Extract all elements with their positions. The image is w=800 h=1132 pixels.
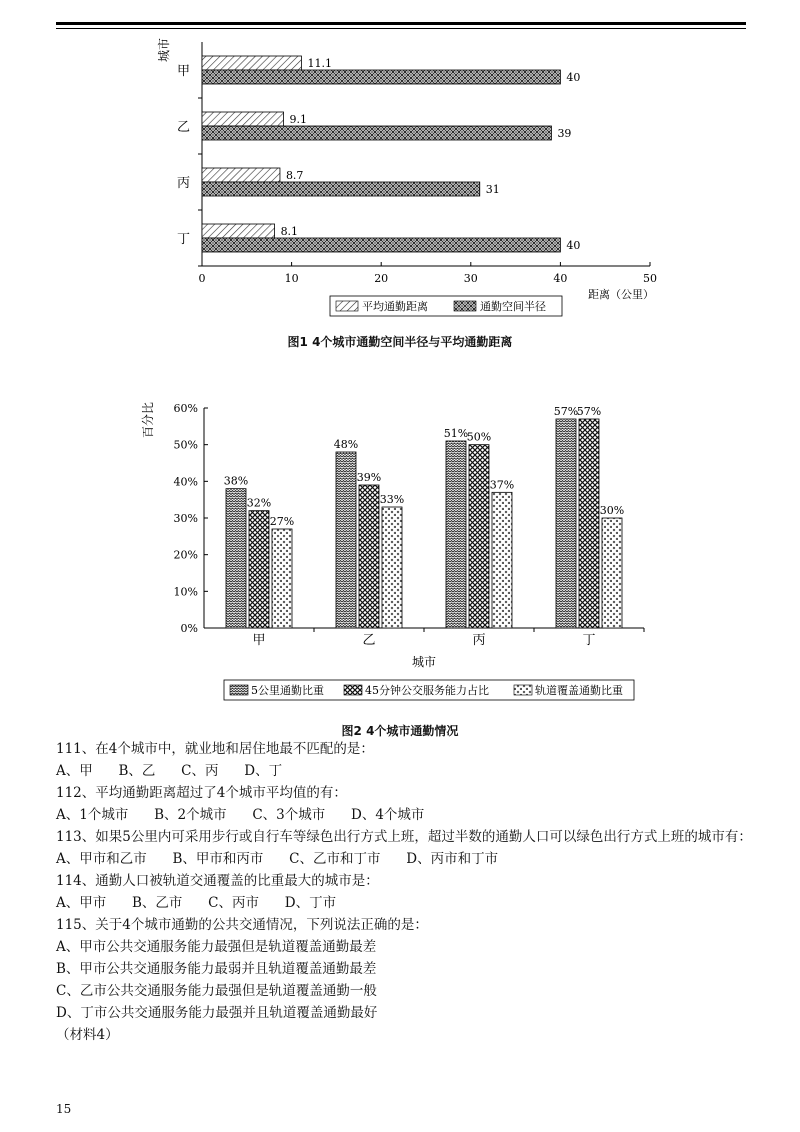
fig2-category-label: 甲	[252, 633, 266, 648]
fig2-data-label: 30%	[599, 504, 625, 517]
fig2-bar	[556, 419, 576, 628]
fig2-category-label: 丁	[582, 633, 596, 648]
question-115: 115、关于4个城市通勤的公共交通情况，下列说法正确的是：	[56, 917, 428, 933]
fig1-y-axis-label: 城市	[157, 37, 171, 63]
fig1-legend-label: 平均通勤距离	[362, 300, 428, 313]
material-note: （材料4）	[56, 1027, 119, 1043]
fig1-data-label: 8.7	[285, 169, 304, 182]
page-number: 15	[56, 1102, 72, 1116]
fig2-data-label: 39%	[356, 471, 382, 484]
fig2-y-tick-label: 40%	[173, 475, 198, 489]
fig2-bar	[336, 452, 356, 628]
fig2-data-label: 57%	[553, 405, 579, 418]
fig1-x-tick-label: 50	[643, 272, 657, 285]
fig2-y-tick-label: 30%	[173, 512, 198, 525]
fig2-bar	[446, 441, 466, 628]
fig2-y-tick-label: 50%	[173, 438, 198, 452]
figure1-caption: 图1 4个城市通勤空间半径与平均通勤距离	[287, 335, 513, 349]
fig1-x-tick-label: 40	[553, 272, 568, 285]
fig2-data-label: 57%	[576, 405, 602, 418]
fig1-category-label: 乙	[176, 120, 190, 135]
fig1-bar	[202, 112, 284, 126]
fig1-legend-swatch	[454, 301, 476, 311]
question-112-options: A、1个城市 B、2个城市 C、3个城市 D、4个城市	[56, 807, 425, 823]
fig1-bar	[202, 224, 275, 238]
question-115-option-c: C、乙市公共交通服务能力最强但是轨道覆盖通勤一般	[56, 983, 377, 999]
fig1-legend-label: 通勤空间半径	[480, 300, 546, 313]
fig2-x-axis-label: 城市	[411, 655, 437, 669]
fig2-data-label: 50%	[466, 430, 492, 444]
fig2-category-label: 丙	[472, 633, 486, 648]
fig2-bar	[249, 511, 269, 628]
fig2-legend-swatch	[230, 685, 248, 695]
fig2-y-tick-label: 60%	[173, 402, 198, 415]
fig2-bar	[492, 492, 512, 628]
fig2-y-tick-label: 20%	[173, 548, 198, 562]
fig1-x-tick-label: 20	[374, 272, 389, 285]
fig1-data-label: 31	[485, 183, 500, 196]
fig1-legend-swatch	[336, 301, 358, 311]
fig1-data-label: 11.1	[307, 57, 332, 70]
fig2-bar	[602, 518, 622, 628]
fig2-bar	[382, 507, 402, 628]
fig1-data-label: 39	[557, 127, 572, 140]
question-114-options: A、甲市 B、乙市 C、丙市 D、丁市	[56, 895, 337, 911]
fig1-bar	[202, 70, 560, 84]
fig1-x-tick-label: 0	[198, 272, 206, 285]
fig1-data-label: 40	[566, 239, 581, 252]
fig1-category-label: 丙	[176, 176, 190, 191]
fig1-bar	[202, 126, 551, 140]
fig2-y-axis-label: 百分比	[141, 401, 155, 439]
question-list	[56, 738, 756, 1046]
fig2-bar	[579, 419, 599, 628]
fig2-data-label: 51%	[443, 427, 469, 440]
figure2-chart	[0, 390, 800, 720]
fig2-data-label: 32%	[246, 496, 272, 510]
question-111: 111、在4个城市中，就业地和居住地最不匹配的是：	[56, 741, 374, 757]
fig1-x-tick-label: 10	[284, 272, 299, 285]
fig1-x-tick-label: 30	[463, 272, 478, 285]
question-113: 113、如果5公里内可采用步行或自行车等绿色出行方式上班，超过半数的通勤人口可以绿色出行方式上班的城市有：	[56, 829, 752, 845]
question-113-options: A、甲市和乙市 B、甲市和丙市 C、乙市和丁市 D、丙市和丁市	[56, 851, 499, 867]
fig2-data-label: 33%	[379, 493, 405, 506]
fig2-bar	[359, 485, 379, 628]
fig2-legend-swatch	[344, 685, 362, 695]
fig2-bar	[272, 529, 292, 628]
fig1-data-label: 40	[566, 71, 581, 84]
fig2-bar	[226, 489, 246, 628]
fig1-category-label: 丁	[176, 232, 190, 247]
figure2-caption: 图2 4个城市通勤情况	[341, 724, 459, 738]
question-111-options: A、甲 B、乙 C、丙 D、丁	[56, 763, 283, 779]
fig1-bar	[202, 238, 560, 252]
fig1-x-axis-label: 距离（公里）	[588, 288, 654, 301]
fig2-data-label: 27%	[269, 515, 295, 528]
fig1-bar	[202, 168, 280, 182]
question-115-option-d: D、丁市公共交通服务能力最强并且轨道覆盖通勤最好	[56, 1005, 378, 1021]
fig2-legend-label: 5公里通勤比重	[251, 684, 324, 697]
fig1-data-label: 8.1	[280, 225, 299, 238]
fig2-data-label: 37%	[489, 478, 515, 492]
fig1-bar	[202, 56, 301, 70]
fig2-legend-label: 45分钟公交服务能力占比	[365, 684, 489, 697]
question-115-option-a: A、甲市公共交通服务能力最强但是轨道覆盖通勤最差	[56, 939, 377, 955]
fig2-data-label: 38%	[223, 474, 249, 488]
fig1-category-label: 甲	[176, 64, 190, 79]
figure1-chart	[0, 0, 800, 330]
fig2-legend-swatch	[514, 685, 532, 695]
question-115-option-b: B、甲市公共交通服务能力最弱并且轨道覆盖通勤最差	[56, 961, 377, 977]
question-114: 114、通勤人口被轨道交通覆盖的比重最大的城市是：	[56, 873, 379, 889]
fig2-data-label: 48%	[333, 438, 359, 451]
fig2-y-tick-label: 10%	[173, 585, 198, 599]
fig2-legend-label: 轨道覆盖通勤比重	[535, 684, 623, 697]
fig1-data-label: 9.1	[289, 113, 308, 126]
fig1-bar	[202, 182, 480, 196]
fig2-category-label: 乙	[362, 633, 376, 648]
fig2-y-tick-label: 0%	[180, 622, 198, 635]
fig2-bar	[469, 445, 489, 628]
question-112: 112、平均通勤距离超过了4个城市平均值的有：	[56, 785, 347, 801]
